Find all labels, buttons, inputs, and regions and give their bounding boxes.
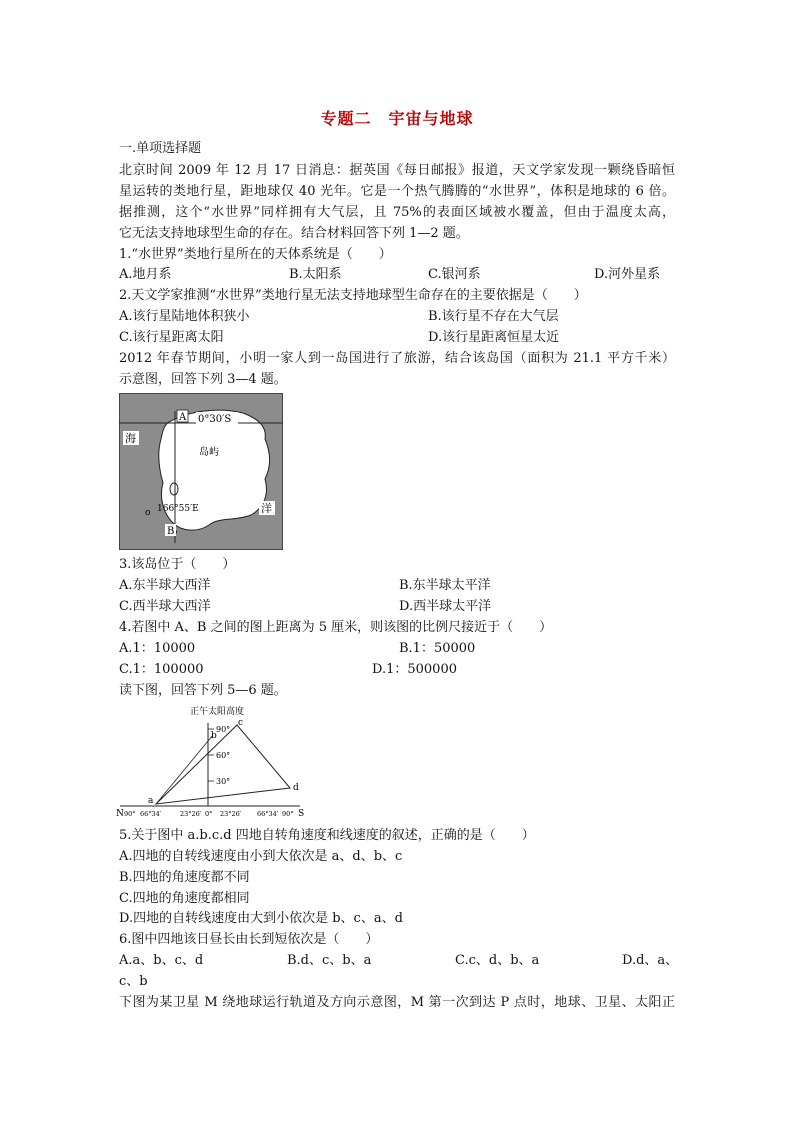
passage3: 读下图，回答下列 5—6 题。	[119, 683, 287, 698]
question-5-option-a[interactable]: A.四地的自转线速度由小到大依次是 a、d、b、c	[119, 849, 403, 864]
question-4-option-c[interactable]: C.1：100000	[119, 662, 204, 677]
question-2-option-a[interactable]: A.该行星陆地体积狭小	[119, 309, 250, 324]
question-6-option-d[interactable]: D.d、a、	[622, 953, 679, 968]
section-heading: 一.单项选择题	[119, 141, 202, 156]
question-6-option-d-continued: c、b	[119, 974, 148, 989]
island-label: 岛屿	[199, 447, 219, 458]
question-5-stem: 5.关于图中 a.b.c.d 四地自转角速度和线速度的叙述，正确的是（ ）	[119, 828, 535, 843]
passage1-line: 北京时间 2009 年 12 月 17 日消息：据英国《每日邮报》报道，天文学家发现一颗绕昏暗恒	[119, 163, 675, 178]
question-4-option-a[interactable]: A.1：10000	[119, 641, 196, 656]
axis-start-label: N	[116, 809, 124, 819]
question-1-option-c[interactable]: C.银河系	[428, 267, 481, 282]
x-tick-label: 90°	[124, 810, 136, 818]
x-tick-label: 66°34′	[257, 810, 279, 818]
question-4-option-b[interactable]: B.1：50000	[399, 641, 476, 656]
question-2-option-d[interactable]: D.该行星距离恒星太近	[428, 330, 560, 345]
passage1-line: 星运转的类地行星，距地球仅 40 光年。它是一个热气腾腾的“水世界”，体积是地球的 6 倍。	[119, 184, 675, 199]
ocean-label: 洋	[261, 502, 272, 515]
latitude-label: 0°30′S	[198, 414, 232, 425]
diagram-title: 正午太阳高度	[190, 707, 245, 717]
question-3-option-a[interactable]: A.东半球大西洋	[119, 578, 211, 593]
question-4-option-d[interactable]: D.1：500000	[372, 662, 457, 677]
point-d: d	[293, 783, 299, 793]
island-map	[119, 393, 283, 550]
question-5-option-d[interactable]: D.四地的自转线速度由大到小依次是 b、c、a、d	[119, 911, 403, 926]
x-tick-label: 90°	[282, 810, 294, 818]
passage2-line: 示意图，回答下列 3—4 题。	[119, 372, 287, 387]
question-3-option-d[interactable]: D.西半球太平洋	[399, 599, 492, 614]
axis-end-label: S	[298, 809, 305, 819]
point-a: a	[148, 796, 154, 806]
passage1-line: 据推测，这个“水世界”同样拥有大气层，且 75%的表面区域被水覆盖，但由于温度太高，	[119, 205, 675, 220]
island-map-svg	[119, 393, 283, 550]
question-5-option-c[interactable]: C.四地的角速度都相同	[119, 891, 250, 906]
question-6-option-c[interactable]: C.c、d、b、a	[455, 953, 540, 968]
passage2-line: 2012 年春节期间，小明一家人到一岛国进行了旅游，结合该岛国（面积为 21.1 平方千米）	[119, 351, 675, 366]
passage4: 下图为某卫星 M 绕地球运行轨道及方向示意图，M 第一次到达 P 点时，地球、卫星、太阳正	[119, 995, 675, 1010]
x-tick-label: 23°26′	[220, 810, 242, 818]
label-a: A	[179, 412, 187, 423]
point-b: b	[211, 731, 217, 741]
longitude-label: 166°55′E	[157, 504, 199, 514]
question-3-option-b[interactable]: B.东半球太平洋	[399, 578, 491, 593]
question-3-stem: 3.该岛位于（ ）	[119, 557, 236, 572]
question-2-option-b[interactable]: B.该行星不存在大气层	[428, 309, 559, 324]
page-title: 专题二 宇宙与地球	[320, 109, 474, 128]
triangle-a-c-d	[156, 725, 290, 804]
small-circle-label: o	[145, 508, 151, 518]
passage1-line: 它无法支持地球型生命的存在。结合材料回答下列 1—2 题。	[119, 226, 469, 241]
question-6-option-a[interactable]: A.a、b、c、d	[119, 953, 204, 968]
question-3-option-c[interactable]: C.西半球大西洋	[119, 599, 211, 614]
sea-label: 海	[125, 432, 136, 445]
question-5-option-b[interactable]: B.四地的角速度都不同	[119, 870, 250, 885]
question-2-option-c[interactable]: C.该行星距离太阳	[119, 330, 224, 345]
angle-90: 90°	[216, 725, 231, 734]
x-tick-label: 66°34′	[140, 810, 162, 818]
question-1-option-a[interactable]: A.地月系	[119, 267, 172, 282]
question-6-option-b[interactable]: B.d、c、b、a	[287, 953, 372, 968]
question-1-option-b[interactable]: B.太阳系	[289, 267, 342, 282]
line-a-b	[156, 735, 213, 804]
x-tick-label: 23°26′	[180, 810, 202, 818]
x-tick-label: 0°	[205, 810, 213, 818]
sun-altitude-svg	[116, 703, 312, 819]
question-6-stem: 6.图中四地该日昼长由长到短依次是（ ）	[119, 932, 379, 947]
label-b: B	[167, 526, 175, 537]
angle-30: 30°	[216, 777, 231, 786]
question-1-stem: 1.“水世界”类地行星所在的天体系统是（ ）	[119, 247, 392, 262]
angle-60: 60°	[216, 751, 231, 760]
question-4-stem: 4.若图中 A、B 之间的图上距离为 5 厘米，则该图的比例尺接近于（ ）	[119, 620, 553, 635]
sun-altitude-diagram	[116, 703, 312, 819]
question-1-option-d[interactable]: D.河外星系	[594, 267, 661, 282]
question-2-stem: 2.天文学家推测“水世界”类地行星无法支持地球型生命存在的主要依据是（ ）	[119, 288, 587, 303]
point-c: c	[238, 718, 244, 728]
